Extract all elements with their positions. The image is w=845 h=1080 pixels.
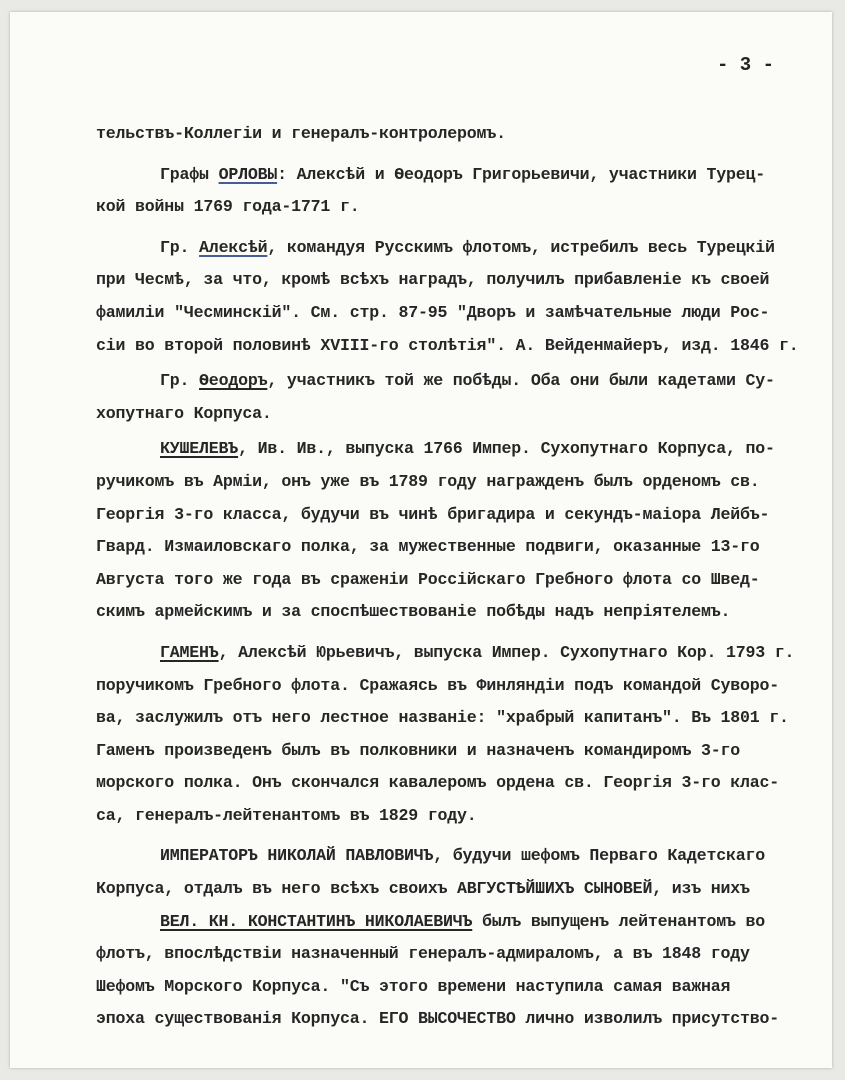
- underlined-name: ОРЛОВЫ: [218, 164, 278, 184]
- text-line: Шефомъ Морского Корпуса. "Съ этого времени наступила самая важная: [96, 976, 731, 996]
- typed-text: [96, 118, 816, 1036]
- text-line: Корпуса, отдалъ въ него всѣхъ своихъ АВГУСТѢЙШИХЪ СЫНОВЕЙ, изъ нихъ: [96, 879, 750, 899]
- text-line: Гр. Ѳеодоръ, участникъ той же побѣды. Оба они были кадетами Су-: [160, 371, 775, 391]
- text-line: тельствъ-Коллегіи и генералъ-контролеромъ.: [96, 124, 506, 143]
- text-line: ВЕЛ. КН. КОНСТАНТИНЪ НИКОЛАЕВИЧЪ былъ выпущенъ лейтенантомъ во: [160, 911, 766, 931]
- text-line: флотъ, впослѣдствіи назначенный генералъ-адмираломъ, а въ 1848 году: [96, 944, 750, 964]
- text-line: скимъ армейскимъ и за споспѣшествованіе побѣды надъ непріятелемъ.: [96, 602, 731, 622]
- text-line: сіи во второй половинѣ XVIII-го столѣтія". А. Вейденмайеръ, изд. 1846 г.: [96, 335, 799, 355]
- text-line: при Чесмѣ, за что, кромѣ всѣхъ наградъ, получилъ прибавленіе къ своей: [96, 270, 770, 290]
- text-line: ИМПЕРАТОРЪ НИКОЛАЙ ПАВЛОВИЧЪ, будучи шефомъ Перваго Кадетскаго: [160, 846, 765, 866]
- text-line: кой войны 1769 года-1771 г.: [96, 197, 360, 217]
- text-line: ва, заслужилъ отъ него лестное названіе: "храбрый капитанъ". Въ 1801 г.: [96, 708, 789, 728]
- text-line: Георгія 3-го класса, будучи въ чинѣ бригадира и секундъ-маіора Лейбъ-: [96, 504, 770, 524]
- text-line: эпоха существованія Корпуса. ЕГО ВЫСОЧЕСТВО лично изволилъ присутство-: [96, 1009, 780, 1029]
- underlined-name: ВЕЛ. КН. КОНСТАНТИНЪ НИКОЛАЕВИЧЪ: [160, 911, 473, 931]
- underlined-name: КУШЕЛЕВЪ: [160, 439, 239, 459]
- document-page: [10, 12, 832, 1068]
- text-line: морского полка. Онъ скончался кавалеромъ ордена св. Георгія 3-го клас-: [96, 773, 780, 793]
- text-line: Гр. Алексѣй, командуя Русскимъ флотомъ, истребилъ весь Турецкій: [160, 237, 775, 257]
- page-number: - 3 -: [716, 54, 774, 76]
- underlined-name: ГАМЕНЪ: [160, 642, 219, 662]
- text-line: Гаменъ произведенъ былъ въ полковники и назначенъ командиромъ 3-го: [96, 740, 741, 760]
- text-line: ручикомъ въ Арміи, онъ уже въ 1789 году награжденъ былъ орденомъ св.: [96, 471, 760, 491]
- underlined-name: Алексѣй: [199, 237, 268, 257]
- text-line: Гвард. Измаиловскаго полка, за мужественные подвиги, оказанные 13-го: [96, 537, 760, 557]
- text-line: ГАМЕНЪ, Алексѣй Юрьевичъ, выпуска Импер. Сухопутнаго Кор. 1793 г.: [160, 642, 795, 662]
- text-line: са, генералъ-лейтенантомъ въ 1829 году.: [96, 805, 477, 825]
- text-line: хопутнаго Корпуса.: [96, 403, 272, 423]
- underlined-name: Ѳеодоръ: [199, 371, 268, 391]
- text-line: КУШЕЛЕВЪ, Ив. Ив., выпуска 1766 Импер. Сухопутнаго Корпуса, по-: [160, 439, 775, 459]
- text-line: Графы ОРЛОВЫ: Алексѣй и Ѳеодоръ Григорьевичи, участники Турец-: [160, 164, 766, 184]
- text-line: Августа того же года въ сраженіи Россійскаго Гребного флота со Швед-: [96, 569, 760, 589]
- text-line: фамиліи "Чесминскій". См. стр. 87-95 "Дворъ и замѣчательные люди Рос-: [96, 302, 770, 322]
- text-line: поручикомъ Гребного флота. Сражаясь въ Финляндіи подъ командой Суворо-: [96, 675, 780, 695]
